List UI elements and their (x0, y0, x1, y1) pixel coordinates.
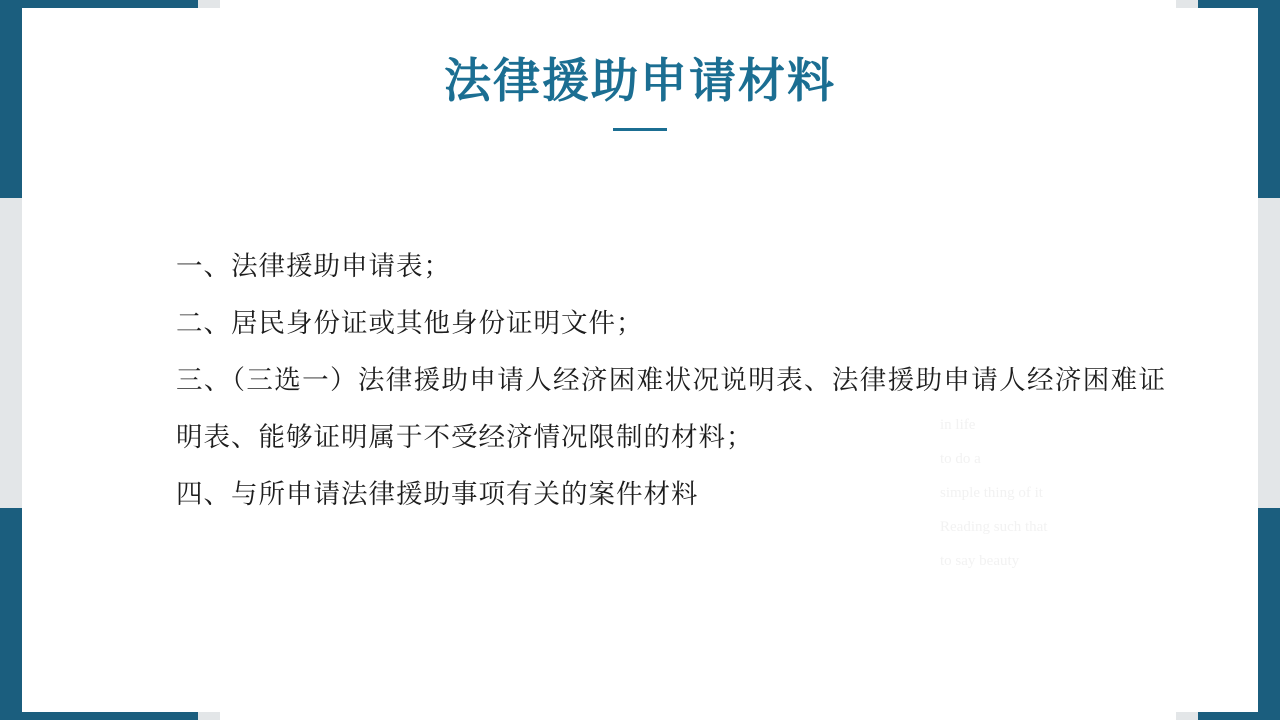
body-content (176, 238, 1166, 523)
faint-text-line: to say beauty (940, 553, 1020, 569)
list-item: 三、（三选一）法律援助申请人经济困难状况说明表、法律援助申请人经济困难证明表、能够证明属于不受经济情况限制的材料； (176, 365, 1166, 452)
title-underline-rule (613, 128, 667, 131)
faint-text-line: in life (940, 417, 976, 433)
list-item: 一、法律援助申请表； (176, 251, 451, 281)
faint-text-line: to do a (940, 451, 981, 467)
faint-text-line: Reading such that (940, 519, 1048, 535)
page-title: 法律援助申请材料 (444, 54, 836, 107)
list-item: 四、与所申请法律援助事项有关的案件材料 (176, 479, 699, 509)
list-item: 二、居民身份证或其他身份证明文件； (176, 308, 644, 338)
decor-left-band (0, 198, 22, 508)
faint-text-line: simple thing of it (940, 485, 1043, 501)
decor-right-band (1258, 198, 1280, 508)
